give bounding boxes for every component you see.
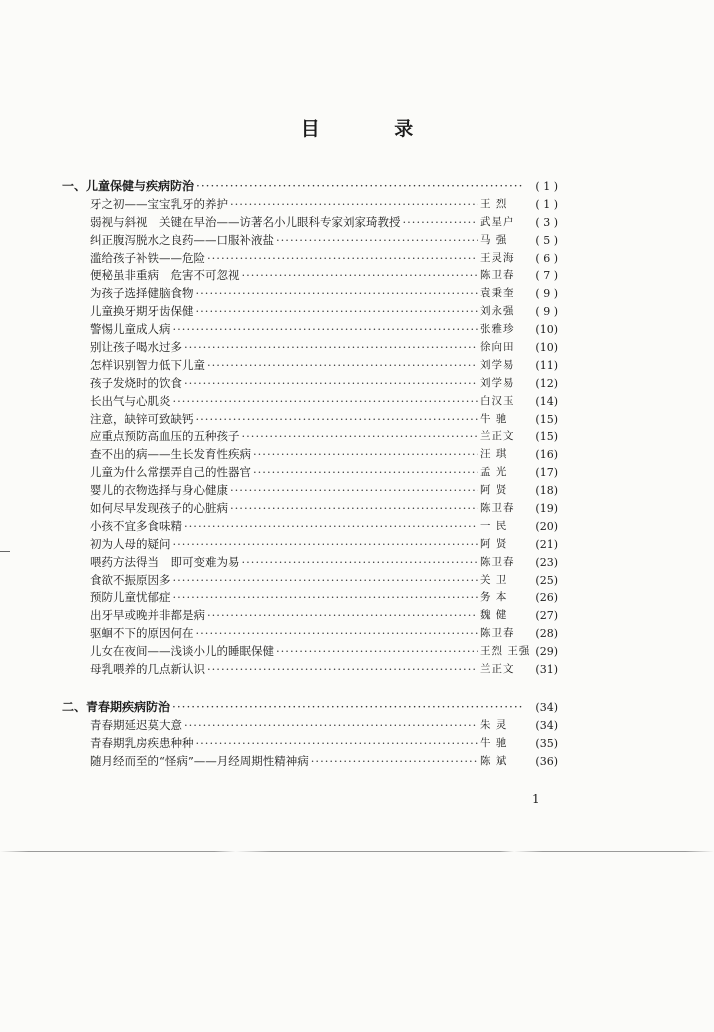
toc-entry — [62, 554, 558, 572]
leader-dots — [173, 572, 479, 590]
entry-author: 务 本 — [480, 591, 508, 604]
entry-page: (28) — [535, 627, 558, 641]
entry-author: 陈卫春 — [480, 627, 515, 640]
entry-page: (26) — [535, 591, 558, 605]
leader-dots — [196, 735, 479, 753]
entry-author: 阿 贤 — [480, 484, 508, 497]
entry-author: 孟 光 — [480, 466, 508, 479]
entry-title: 为孩子选择健脑食物 — [90, 286, 194, 301]
entry-page: (29) — [535, 645, 558, 659]
toc-entry — [62, 464, 558, 482]
entry-page: (15) — [535, 430, 558, 444]
entry-author: 徐向田 — [480, 341, 515, 353]
leader-dots — [173, 393, 479, 411]
entry-title: 母乳喂养的几点新认识 — [90, 662, 205, 677]
leader-dots — [184, 375, 478, 393]
entry-author: 陈卫春 — [480, 269, 515, 282]
entry-title: 喂药方法得当 即可变难为易 — [90, 554, 240, 569]
toc-entry — [62, 518, 558, 536]
entry-author: 袁秉奎 — [480, 287, 515, 300]
toc-entry — [62, 196, 558, 214]
entry-author: 阿 贤 — [480, 537, 508, 550]
entry-author: 王灵海 — [480, 251, 515, 264]
entry-page: (25) — [535, 573, 558, 587]
entry-page: (27) — [535, 609, 558, 623]
leader-dots — [230, 500, 478, 518]
entry-title: 儿女在夜间——浅谈小儿的睡眠保健 — [90, 644, 274, 659]
entry-author: 陈 斌 — [480, 754, 508, 767]
leader-dots — [253, 464, 478, 482]
entry-title: 初为人母的疑问 — [90, 536, 171, 551]
entry-author: 白汉玉 — [480, 394, 515, 407]
section-title: 二、青春期疾病防治 — [62, 699, 171, 714]
leader-dots — [173, 589, 479, 607]
entry-author: 兰正文 — [480, 663, 515, 676]
entry-title: 注意，缺锌可致缺钙 — [90, 411, 194, 426]
toc-entry — [62, 589, 558, 607]
entry-title: 怎样识别智力低下儿童 — [90, 357, 205, 372]
entry-author: 马 强 — [480, 233, 508, 246]
toc-entry — [62, 393, 558, 411]
table-of-contents — [62, 178, 558, 771]
toc-entry — [62, 411, 558, 429]
page-number: 1 — [532, 792, 540, 806]
section-title: 一、儿童保健与疾病防治 — [62, 178, 195, 193]
entry-page: (21) — [535, 537, 558, 551]
leader-dots — [242, 428, 479, 446]
leader-dots — [242, 554, 479, 572]
leader-dots — [403, 214, 479, 232]
leader-dots — [196, 178, 522, 196]
leader-dots — [184, 518, 478, 536]
toc-entry — [62, 661, 558, 679]
toc-entry — [62, 536, 558, 554]
entry-page: (31) — [535, 663, 558, 677]
entry-author: 刘永强 — [480, 305, 515, 318]
entry-author: 武星户 — [480, 215, 515, 228]
entry-author: 陈卫春 — [480, 502, 515, 515]
toc-entry — [62, 717, 558, 735]
leader-dots — [196, 411, 479, 429]
toc-entry — [62, 339, 558, 357]
leader-dots — [172, 699, 522, 717]
toc-entry — [62, 214, 558, 232]
entry-author: 刘学易 — [480, 376, 515, 389]
entry-title: 青春期乳房疾患种种 — [90, 735, 194, 750]
leader-dots — [242, 267, 479, 285]
entry-author: 一 民 — [480, 519, 508, 532]
leader-dots — [196, 625, 479, 643]
entry-page: (19) — [535, 502, 558, 516]
entry-page: (16) — [535, 448, 558, 462]
entry-title: 如何尽早发现孩子的心脏病 — [90, 501, 228, 516]
entry-page: (34) — [535, 718, 558, 732]
entry-author: 王 烈 — [480, 197, 508, 210]
entry-title: 食欲不振原因多 — [90, 572, 171, 587]
leader-dots — [311, 753, 478, 771]
margin-mark — [0, 551, 10, 552]
leader-dots — [276, 643, 478, 661]
leader-dots — [230, 196, 478, 214]
entry-page: ( 3 ) — [535, 215, 558, 229]
leader-dots — [184, 339, 478, 357]
entry-page: (10) — [535, 323, 558, 337]
entry-title: 随月经而至的“怪病”——月经周期性精神病 — [90, 753, 309, 768]
toc-entry — [62, 753, 558, 771]
entry-page: ( 9 ) — [535, 305, 558, 319]
entry-title: 青春期延迟莫大意 — [90, 717, 182, 732]
leader-dots — [196, 303, 479, 321]
entry-author: 牛 驰 — [480, 412, 508, 425]
entry-author: 王烈 王强 — [480, 645, 531, 658]
toc-entry — [62, 375, 558, 393]
toc-entry — [62, 321, 558, 339]
entry-page: (10) — [535, 341, 558, 354]
entry-page: (17) — [535, 466, 558, 480]
section-page: ( 1 ) — [535, 179, 558, 193]
entry-title: 出牙早或晚并非都是病 — [90, 608, 205, 623]
entry-page: (18) — [535, 484, 558, 498]
toc-entry — [62, 267, 558, 285]
entry-author: 关 卫 — [480, 573, 508, 586]
toc-section-heading — [62, 699, 558, 717]
toc-entry — [62, 303, 558, 321]
toc-entry — [62, 250, 558, 268]
leader-dots — [207, 357, 478, 375]
toc-entry — [62, 232, 558, 250]
toc-entry — [62, 625, 558, 643]
entry-title: 弱视与斜视 关键在早治——访著名小儿眼科专家刘家琦教授 — [90, 214, 401, 229]
section-page: (34) — [535, 700, 558, 714]
toc-entry — [62, 607, 558, 625]
entry-page: (23) — [535, 555, 558, 569]
entry-page: ( 6 ) — [535, 251, 558, 265]
entry-page: (14) — [535, 394, 558, 408]
leader-dots — [184, 717, 478, 735]
toc-section-heading — [62, 178, 558, 196]
entry-title: 长出气与心肌炎 — [90, 393, 171, 408]
toc-entry — [62, 500, 558, 518]
entry-author: 牛 驰 — [480, 736, 508, 749]
toc-entry — [62, 357, 558, 375]
scan-edge-line — [0, 851, 714, 852]
toc-entry — [62, 735, 558, 753]
leader-dots — [230, 482, 478, 500]
entry-title: 查不出的病——生长发育性疾病 — [90, 447, 251, 462]
leader-dots — [173, 321, 479, 339]
entry-author: 朱 灵 — [480, 718, 508, 731]
entry-page: ( 1 ) — [535, 197, 558, 211]
entry-title: 婴儿的衣物选择与身心健康 — [90, 483, 228, 498]
entry-page: ( 7 ) — [535, 269, 558, 283]
entry-title: 警惕儿童成人病 — [90, 322, 171, 337]
entry-author: 陈卫春 — [480, 555, 515, 568]
entry-title: 预防儿童忧郁症 — [90, 590, 171, 605]
entry-page: (15) — [535, 412, 558, 426]
entry-author: 张雅珍 — [480, 323, 515, 336]
entry-title: 小孩不宜多食味精 — [90, 518, 182, 533]
leader-dots — [253, 446, 478, 464]
entry-title: 儿童换牙期牙齿保健 — [90, 304, 194, 319]
leader-dots — [173, 536, 479, 554]
toc-entry — [62, 446, 558, 464]
entry-page: ( 9 ) — [535, 287, 558, 301]
entry-title: 纠正腹泻脱水之良药——口服补液盐 — [90, 232, 274, 247]
entry-author: 魏 健 — [480, 609, 508, 622]
toc-entry — [62, 572, 558, 590]
entry-title: 牙之初——宝宝乳牙的养护 — [90, 196, 228, 211]
entry-page: ( 5 ) — [535, 233, 558, 247]
entry-page: (20) — [535, 519, 558, 533]
entry-page: (35) — [535, 736, 558, 750]
entry-page: (12) — [535, 376, 558, 390]
leader-dots — [207, 607, 478, 625]
leader-dots — [207, 661, 478, 679]
leader-dots — [196, 285, 479, 303]
leader-dots — [207, 250, 478, 268]
section-gap — [62, 679, 558, 699]
entry-page: (11) — [535, 358, 558, 372]
leader-dots — [276, 232, 478, 250]
entry-title: 孩子发烧时的饮食 — [90, 375, 182, 390]
toc-entry — [62, 285, 558, 303]
entry-title: 应重点预防高血压的五种孩子 — [90, 429, 240, 444]
page-title: 目 录 — [300, 118, 448, 140]
entry-title: 便秘虽非重病 危害不可忽视 — [90, 268, 240, 283]
toc-entry — [62, 428, 558, 446]
toc-entry — [62, 643, 558, 661]
entry-title: 别让孩子喝水过多 — [90, 340, 182, 354]
toc-entry — [62, 482, 558, 500]
entry-author: 兰正文 — [480, 430, 515, 443]
entry-author: 刘学易 — [480, 358, 515, 371]
entry-author: 汪 琪 — [480, 448, 508, 461]
entry-title: 儿童为什么常摆弄自己的性器官 — [90, 465, 251, 480]
entry-page: (36) — [535, 754, 558, 768]
entry-title: 驱蛔不下的原因何在 — [90, 626, 194, 641]
entry-title: 滥给孩子补铁——危险 — [90, 250, 205, 265]
